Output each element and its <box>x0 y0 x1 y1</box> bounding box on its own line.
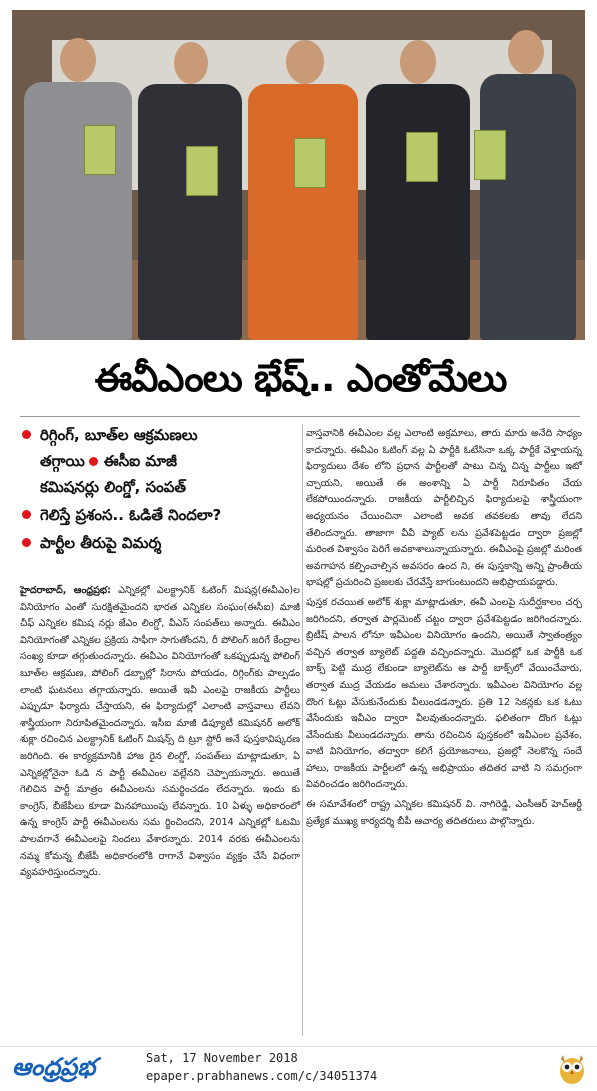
bullet-text: ఈసీఐ మాజీ <box>103 452 177 470</box>
summary-bullet-1 <box>20 422 300 500</box>
summary-bullets <box>20 422 300 558</box>
body-paragraph: ఈ సమావేశంలో రాష్ట్ర ఎన్నికల కమిషనర్ వి. నాగిరెడ్డి, ఎంసీఆర్ హెచ్ఆర్డీ ప్రత్యేక ముఖ్య కార్యదర్శి బీపీ ఆచార్య తదితరులు పాల్గొన్నారు. <box>306 799 582 827</box>
photo-person-1 <box>20 30 135 340</box>
bullet-text: తగ్గాయి <box>40 452 85 470</box>
photo-person-3 <box>242 38 362 340</box>
article-body-left <box>20 583 300 885</box>
article-body-right <box>306 426 582 833</box>
bullet-dot-icon <box>22 510 31 519</box>
headline-divider <box>20 416 580 417</box>
edition-date: Sat, 17 November 2018 <box>146 1051 298 1065</box>
photo-person-2 <box>134 36 244 340</box>
bullet-text: కమిషనర్లు లింగ్డో, సంపత్ <box>40 478 187 496</box>
bullet-dot-icon <box>89 457 98 466</box>
publisher-logo[interactable] <box>12 1053 95 1087</box>
article-headline: ఈవీఎంలు భేష్.. ఎంతోమేలు <box>94 356 507 400</box>
photo-person-5 <box>474 26 580 340</box>
bullet-dot-icon <box>22 430 31 439</box>
bullet-text: పార్టీల తీరుపై విమర్శ <box>40 534 162 552</box>
summary-bullet-2 <box>20 502 300 528</box>
publisher-logo-text: ఆంధ్రప్రభ <box>12 1053 96 1081</box>
page-footer <box>0 1046 597 1091</box>
bullet-text: రిగ్గింగ్, బూత్‌ల ఆక్రమణలు <box>40 426 198 444</box>
article-dateline: హైదరాబాద్, ఆంధ్రప్రభ: <box>20 585 111 596</box>
body-paragraph: పుస్తక రచయిత అలోక్ శుక్లా మాట్లాడుతూ, ఈవీ ఎంలపై సుదీర్ఘకాలం చర్చ జరిగిందని, తర్వాత పార్లమెంట్ చట్టం ద్వారా ప్రవేశపెట్టడం జరిగిందన్నారు. బ్రిటీష్ పాలన లోనూ ఇవీఎంల వినియోగం ఉందని, అయితే స్వాతంత్ర్యం వచ్చిన తర్వాత బ్యాలెట్ పద్దతి వచ్చిందన్నారు. మొదట్లో ఒక పార్టీకి ఒక బాక్స్ పెట్టి ముద్ర లేకుండా బ్యాలెట్‌ను ఆ పార్టీ బాక్స్‌లో వేయించేవారు, తర్వాత ముద్ర వేయడం అమలు చేశారన్నారు. ఇవీఎంల వినియోగం వల్ల దొంగ ఓట్లు వేసుకునేందుకు వీలుండడన్నారు. ప్రతి 12 సెకన్లకు ఒక ఓటు వేసేందుకు ఇవీఎం ద్వారా వీలవుతుందన్నారు. ఫలితంగా దొంగ ఓట్లు వేసేందుకు వీలుండదన్నారు. తాను రచించిన పుస్తకంలో ఇవీఎంల ప్రవేశం, వాటి వినియోగం, తద్వారా కలిగే ప్రయోజనాలు, ప్రజల్లో నెలకొన్న సందే హాలు, రాజకీయ పార్టీలలో ఉన్న అభిప్రాయం తదితర వాటి ని సమగ్రంగా వివరించడం జరిగిందన్నారు. <box>306 596 582 791</box>
article-photo <box>12 10 585 340</box>
owl-icon <box>558 1053 586 1085</box>
bullet-text: గెలిస్తే ప్రశంస.. ఓడితే నిందలా? <box>40 506 222 524</box>
photo-person-4 <box>362 36 474 340</box>
summary-bullet-3 <box>20 530 300 556</box>
body-paragraph: వాస్తవానికి ఈవీఎంల వల్ల ఎలాంటి అక్రమాలు, తారు మారు అనేది సాధ్యం కాదన్నారు. ఈవీఎం ఓటింగ్ వల్ల ఏ పార్టీకి ఓటేసినా ఒక్క పార్టీకే వెళ్తాయన్న ఫిర్యాదులు దేశం లోని ప్రధాన పార్టీలతో పాటు చిన్న చిన్న పార్టీలు ఇటో చ్చాయని, అయితే ఈ అంశాన్ని ఏ పార్టీ నిరూపితం చేయ లేకపోయిందన్నారు. రాజకీయ పార్టీలిచ్చిన ఫిర్యాదులపై శాస్త్రీయంగా అధ్యయనం చేయించినా ఎలాంటి అవక తవకలకు తావు లేదని తేలిందన్నారు. తాజాగా వీవీ ప్యాట్ లను ప్రవేశపెట్టడం ద్వారా ప్రజల్లో మరింత విశ్వాసం పెరిగే అవకాశాలున్నాయన్నారు. ఈవీఎంపై ప్రజల్లో మరింత అవగాహన కల్పించాల్సిన అవసరం ఉంద ని, ఈ పుస్తకాన్ని అన్ని ప్రాంతీయ భాషల్లో ప్రచురించి ప్రజలకు చేరవేస్తే బాగుంటుందని అభిప్రాయపడ్డారు. <box>306 428 582 589</box>
bullet-dot-icon <box>22 538 31 547</box>
column-divider <box>302 424 303 1036</box>
epaper-link[interactable]: epaper.prabhanews.com/c/34051374 <box>146 1069 378 1083</box>
body-paragraph: ఎన్నికల్లో ఎలక్ట్రానిక్ ఓటింగ్ మిషన్ల(ఈవీఎం)ల వినియోగం ఎంతో సురక్షితమైందని భారత ఎన్నికల సంఘం(ఈసీఐ) మాజీ చీఫ్ ఎన్నికల కమిష నర్లు జేఎం లింగ్డో, వీఎస్ సంపత్‌లు అన్నారు. ఈవీఎం వినియోగంతో ఎన్నికల ప్రక్రియ సాఫీగా సాగుతోందని, రీ పోలింగ్ జరిగే కేంద్రాల సంఖ్య కూడా తగ్గుతుందన్నారు. ఈవీఎం వినియోగంతో ఒకప్పుడున్న పోలింగ్ బూత్‌ల ఆక్రమణ, పోలింగ్ డబ్బాల్లో సిరాను పోయడం, రిగ్గింగ్‌కు పాల్పడం లాంటి ఘటనలు తగ్గాయన్నారు. అయితే ఇవీ ఎంలపై రాజకీయ పార్టీలు ఎప్పుడూ ఫిర్యాదు చేస్తాయని, ఈ ఫిర్యాదుల్లో ఎలాంటి వాస్తవాలు లేవని శాస్త్రీయంగా నిరూపితమైందన్నారు. ఇసీఐ మాజీ డిప్యూటీ కమిషనర్ అలోక్ శుక్లా రచించిన ఎలక్ట్రానిక్ ఓటింగ్ మిషన్స్ ది ట్రూ స్టోరీ అనే పుస్తకావిష్కరణ జరిగింది. ఈ కార్యక్రమానికి హాజ రైన లింగ్డో, సంపత్‌లు మాట్లాడుతూ, ఏ ఎన్నికల్లోనైనా ఓడి న పార్టీ ఈవీఎంల వల్లేనని చెప్పాయన్నారు. అయితే గెలిచిన పార్టీ మాత్రం ఈవీఎంలను సమర్థించడం లేదన్నారు. ఇందు కు కాంగ్రెస్, బీజేపీలు కూడా మినహాయింపు లేవన్నారు. 10 ఏళ్ళు అధికారంలో ఉన్న కాంగ్రెస్ పార్టీ ఈవీఎంలను సమ ర్థించిందని, 2014 ఎన్నికల్లో ఓటమి పాలవగానే ఈవీఎంలపై నిందలు వేశారన్నారు. 2014 వరకు ఈవీఎంలను నమ్మ కోమన్న బీజేపీ అధికారంలోకి రాగానే విశ్వాసం వ్యక్తం చేసే విధంగా వ్యవహరిస్తుందన్నారు. <box>20 585 300 879</box>
